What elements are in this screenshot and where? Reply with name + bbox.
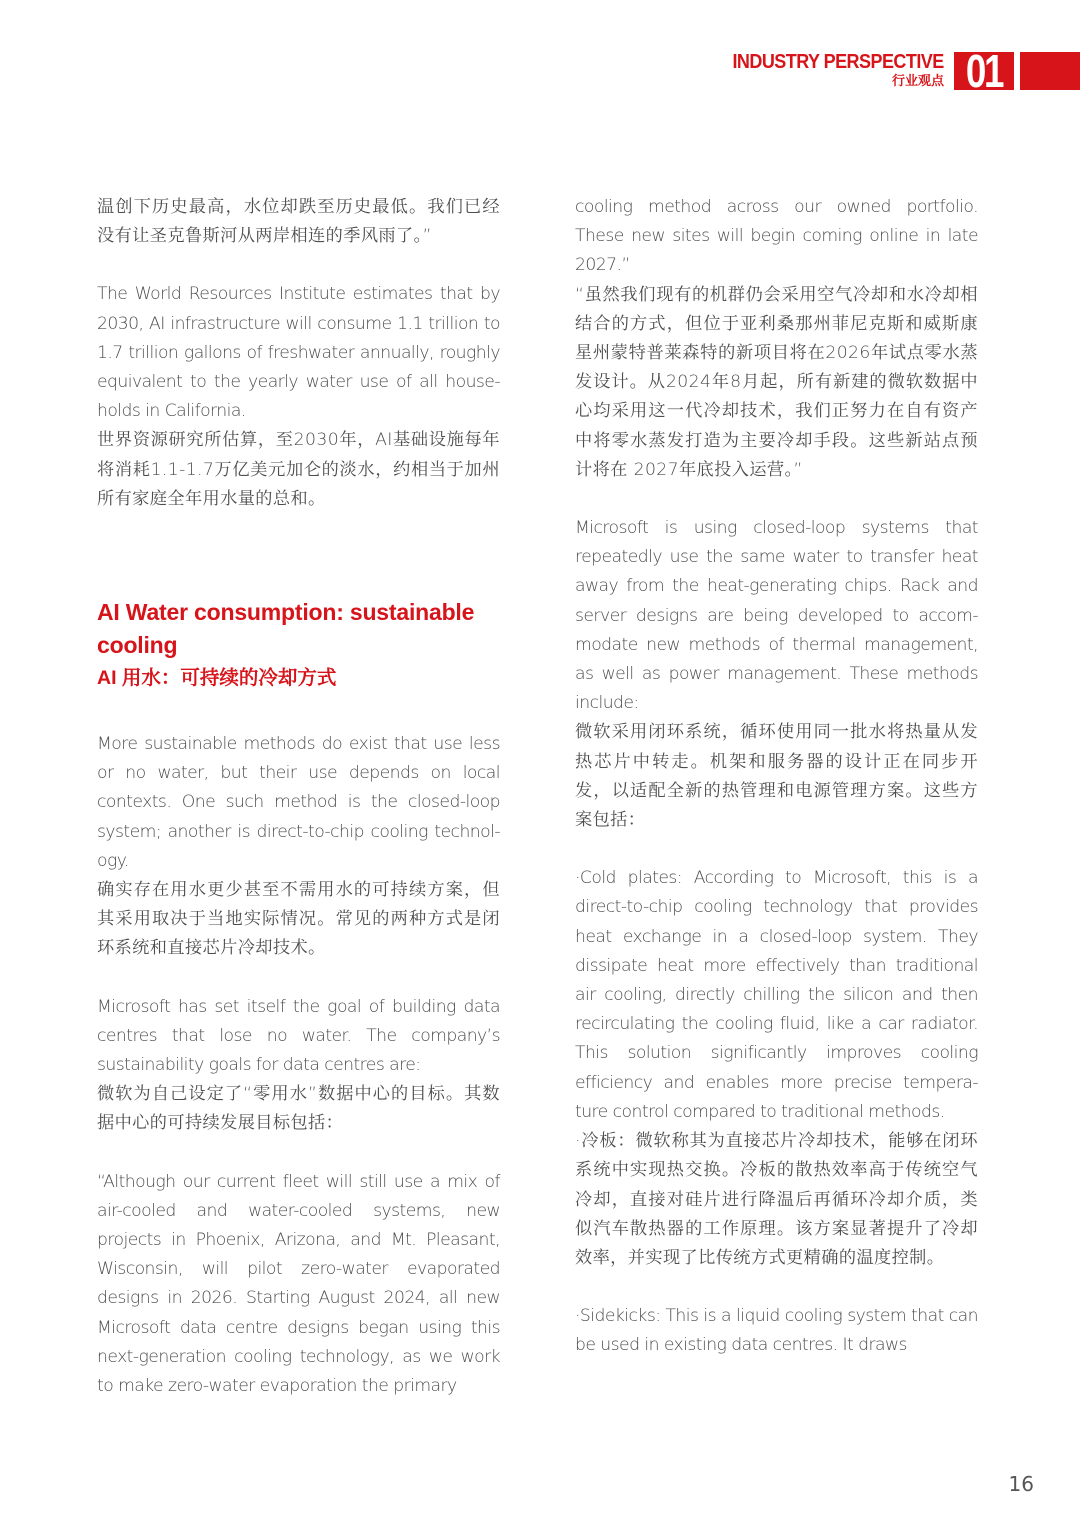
heading-gap: [97, 695, 500, 730]
paragraph-gap: [97, 964, 500, 993]
paragraph-methods-en: More sustainable methods do exist that use less or no water, but their use depends on local contexts. One such method is the closed-loop system; another is direct-to-chip cooling technol-ogy.: [97, 734, 500, 871]
list-item-cold-plates-en: ·Cold plates: According to Microsoft, this is a direct-to-chip cooling technology that provides heat exchange in a closed-loop system. They dissipate heat more effectively than traditional air cooling, directly chilling the silicon and then recirculating the cooling fluid, like a car radiator. This solution significantly improves cooling efficiency and enables more precise tempera-ture control compared to traditional methods.: [575, 868, 978, 1122]
paragraph-closed-loop-cn: 微软采用闭环系统，循环使用同一批水将热量从发热芯片中转走。机架和服务器的设计正在同步开发，以适配全新的热管理和电源管理方案。这些方案包括：: [575, 722, 978, 831]
section-title-en: INDUSTRY PERSPECTIVE: [732, 51, 944, 73]
paragraph-goal-en: Microsoft has set itself the goal of building data centres that lose no water. The company’s sustainability goals for data centres are:: [97, 996, 500, 1076]
section-heading-cn: AI 用水：可持续的冷却方式: [97, 667, 337, 690]
paragraph-gap: [575, 485, 978, 514]
right-column: [575, 193, 978, 1361]
section-number: 01: [965, 45, 1003, 97]
list-item-sidekicks-en: ·Sidekicks: This is a liquid cooling system that can be used in existing data centres. It draws: [575, 1306, 978, 1356]
header-accent-bar: [1020, 52, 1080, 90]
paragraph-intro-cn: 温创下历史最高，水位却跌至历史最低。我们已经没有让圣克鲁斯河从两岸相连的季风雨了。”: [97, 197, 500, 247]
paragraph-quote-en: “Although our current fleet will still use a mix of air-cooled and water-cooled systems, new projects in Phoenix, Arizona, and Mt. Pleasant, Wisconsin, will pilot zero-water evaporated designs in 2026. Starting August 2024, all new Microsoft data centre designs began using this next-generation cooling technology, as we work to make zero-water evaporation the primary: [97, 1171, 500, 1397]
paragraph-gap: [97, 251, 500, 280]
section-title-block: [709, 52, 944, 90]
section-heading-en: AI Water consumption: sustainable cooling: [97, 599, 475, 659]
left-column: [97, 193, 500, 1401]
paragraph-gap: [575, 835, 978, 864]
section-title-cn: 行业观点: [891, 74, 944, 89]
list-item-cold-plates-cn: ·冷板：微软称其为直接芯片冷却技术，能够在闭环系统中实现热交换。冷板的散热效率高于传统空气冷却，直接对硅片进行降温后再循环冷却介质，类似汽车散热器的工作原理。该方案显著提升了冷却效率，并实现了比传统方式更精确的温度控制。: [575, 1131, 978, 1268]
paragraph-quote-en-continued: cooling method across our owned portfolio. These new sites will begin coming online in late 2027.”: [575, 197, 978, 276]
paragraph-gap: [575, 1273, 978, 1302]
page-number: 16: [1008, 1472, 1034, 1496]
paragraph-methods-cn: 确实存在用水更少甚至不需用水的可持续方案，但其采用取决于当地实际情况。常见的两种方式是闭环系统和直接芯片冷却技术。: [97, 880, 500, 959]
paragraph-goal-cn: 微软为自己设定了“零用水”数据中心的目标。其数据中心的可持续发展目标包括：: [97, 1084, 500, 1134]
paragraph-closed-loop-en: Microsoft is using closed-loop systems that repeatedly use the same water to transfer heat away from the heat-generating chips. Rack and server designs are being developed to accom-modate new methods of thermal management, as well as power management. These methods include:: [575, 518, 978, 714]
paragraph-wri-en: The World Resources Institute estimates that by 2030, AI infrastructure will consume 1.1 trillion to 1.7 trillion gallons of freshwater annually, roughly equivalent to the yearly water use of all house-holds in California.: [97, 284, 500, 422]
paragraph-quote-cn: “虽然我们现有的机群仍会采用空气冷却和水冷却相结合的方式，但位于亚利桑那州菲尼克斯和威斯康星州蒙特普莱森特的新项目将在2026年试点零水蒸发设计。从2024年8月起，所有新建的微软数据中心均采用这一代冷却技术，我们正努力在自有资产中将零水蒸发打造为主要冷却手段。这些新站点预计将在 2027年底投入运营。”: [575, 284, 978, 480]
section-header: [709, 45, 1080, 97]
paragraph-gap: [97, 1139, 500, 1168]
section-gap: [97, 514, 500, 596]
paragraph-wri-cn: 世界资源研究所估算，至2030年，AI基础设施每年将消耗1.1-1.7万亿美元加仑的淡水，约相当于加州所有家庭全年用水量的总和。: [97, 430, 500, 509]
section-number-box: [954, 45, 1014, 97]
